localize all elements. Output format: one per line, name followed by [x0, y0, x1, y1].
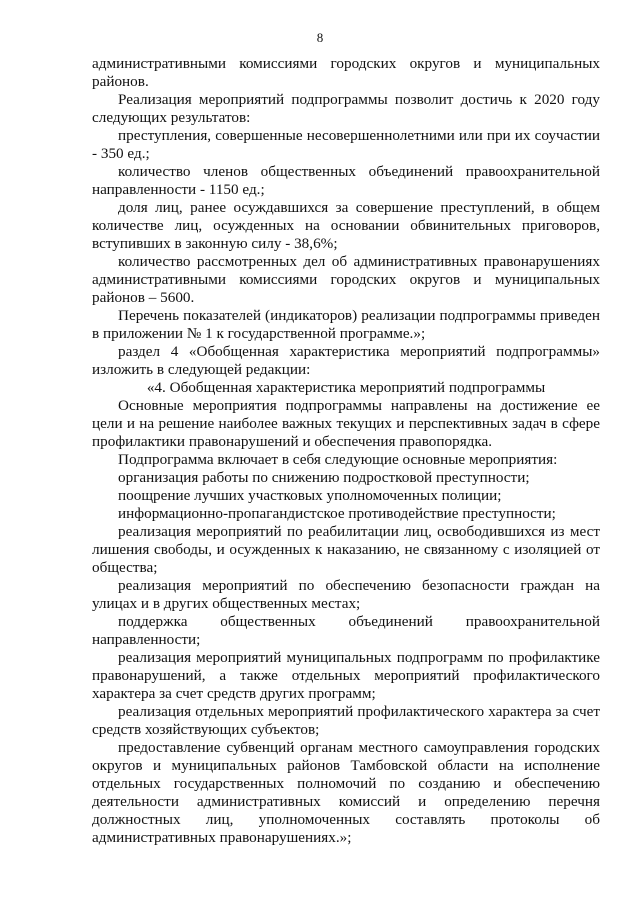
list-item-activity: информационно-пропагандистское противодействие преступности;	[118, 505, 556, 522]
paragraph-results-intro: Реализация мероприятий подпрограммы позволит достичь к 2020 году следующих результатов:	[92, 91, 600, 126]
paragraph-continuation: административными комиссиями городских округов и муниципальных районов.	[92, 55, 600, 90]
paragraph-result-repeat-offenders: доля лиц, ранее осуждавшихся за совершение преступлений, в общем количестве лиц, осужденных на основании обвинительных приговоров, вступивших в законную силу - 38,6%;	[92, 199, 600, 252]
list-item-activity: реализация отдельных мероприятий профилактического характера за счет средств хозяйствующих субъектов;	[92, 703, 600, 738]
paragraph-result-juvenile-crimes: преступления, совершенные несовершеннолетними или при их соучастии - 350 ед.;	[92, 127, 600, 162]
paragraph-activities-intro: Подпрограмма включает в себя следующие основные мероприятия:	[118, 451, 558, 468]
paragraph-main-activities: Основные мероприятия подпрограммы направлены на достижение ее цели и на решение наиболее важных текущих и перспективных задач в сфере профилактики правонарушений и обеспечения правопорядка.	[92, 397, 600, 450]
paragraph-result-association-members: количество членов общественных объединений правоохранительной направленности - 1150 ед.;	[92, 163, 600, 198]
document-body	[92, 55, 600, 847]
list-item-activity: реализация мероприятий по обеспечению безопасности граждан на улицах и в других общественных местах;	[92, 577, 600, 612]
paragraph-indicators-list: Перечень показателей (индикаторов) реализации подпрограммы приведен в приложении № 1 к государственной программе.»;	[92, 307, 600, 342]
section-heading: «4. Обобщенная характеристика мероприятий подпрограммы	[146, 379, 546, 396]
list-item-activity: организация работы по снижению подростковой преступности;	[118, 469, 530, 486]
list-item-activity: предоставление субвенций органам местного самоуправления городских округов и муниципальных районов Тамбовской области на исполнение отдельных государственных полномочий по созданию и обеспечению деятельности административных комиссий и определению перечня должностных лиц, уполномоченных составлять протоколы об административных правонарушениях.»;	[92, 739, 600, 846]
list-item-activity: поддержка общественных объединений правоохранительной направленности;	[92, 613, 600, 648]
page-number: 8	[316, 30, 324, 45]
list-item-activity: реализация мероприятий по реабилитации лиц, освободившихся из мест лишения свободы, и осужденных к наказанию, не связанному с изоляцией от общества;	[92, 523, 600, 576]
list-item-activity: реализация мероприятий муниципальных подпрограмм по профилактике правонарушений, а также отдельных мероприятий профилактического характера за счет средств других программ;	[92, 649, 600, 702]
paragraph-result-cases-reviewed: количество рассмотренных дел об административных правонарушениях административными комиссиями городских округов и муниципальных районов – 5600.	[92, 253, 600, 306]
list-item-activity: поощрение лучших участковых уполномоченных полиции;	[118, 487, 502, 504]
paragraph-section-4-amendment: раздел 4 «Обобщенная характеристика мероприятий подпрограммы» изложить в следующей редакции:	[92, 343, 600, 378]
